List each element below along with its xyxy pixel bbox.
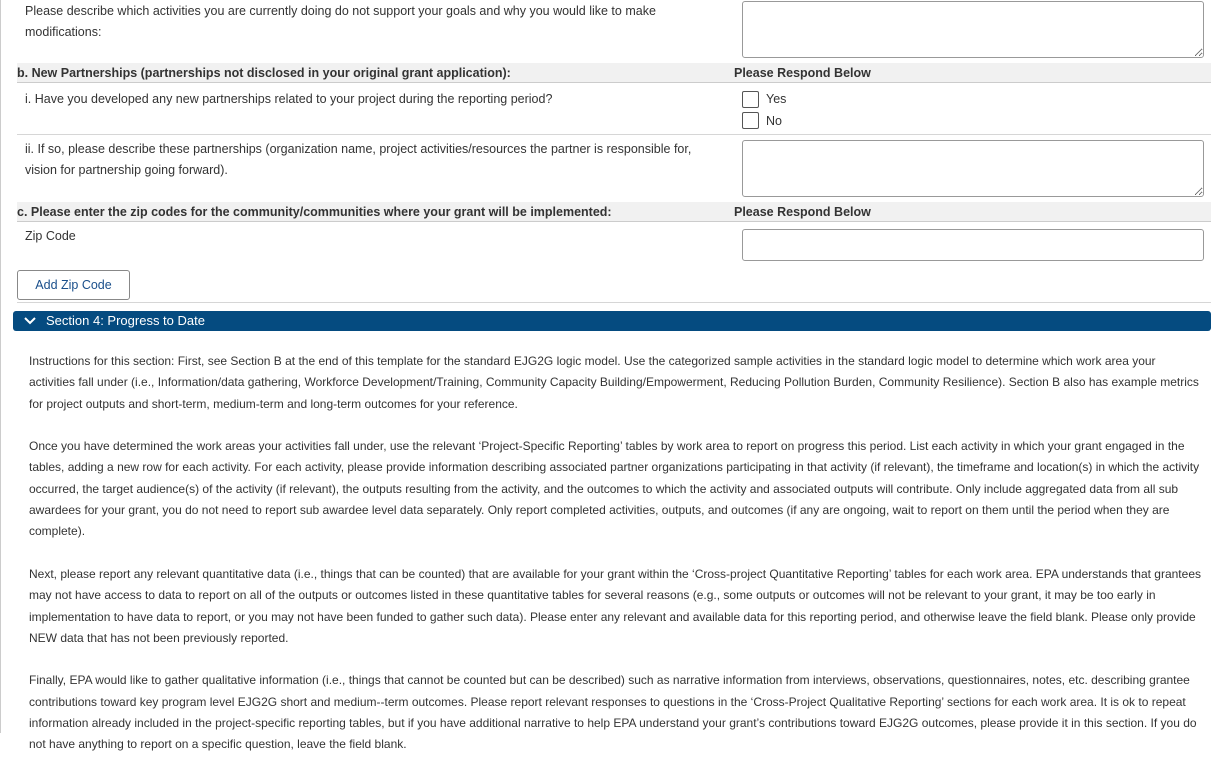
chevron-down-icon bbox=[23, 311, 37, 337]
section-4-header[interactable] bbox=[13, 311, 1211, 331]
instructions-paragraph: Once you have determined the work areas your activities fall under, use the relevant ‘Project-Specific Reporting’ tables by work area to report on progress this period. List each activity in which your grant engaged in the tables, adding a new row for each activity. For each activity, please provide information describing associated partner organizations participating in that activity (if relevant), the timeframe and location(s) in which the activity occurred, the target audience(s) of the activity (if relevant), the outputs resulting from the activity, and the outcomes to which the activity and associated outputs will contribute. Only include aggregated data from all sub awardees for your grant, you do not need to report sub awardee level data separately. Only report completed activities, outputs, and outcomes (if any are ongoing, wait to report on them until the period when they are complete). bbox=[29, 439, 1200, 539]
divider bbox=[17, 134, 1211, 135]
section-4-title: Section 4: Progress to Date bbox=[46, 313, 205, 328]
modifications-question: Please describe which activities you are currently doing do not support your goals and why you would like to make modifications: bbox=[25, 4, 656, 39]
no-label: No bbox=[766, 114, 782, 128]
zip-code-input[interactable] bbox=[742, 229, 1204, 261]
instructions-paragraph: Instructions for this section: First, see Section B at the end of this template for the standard EJG2G logic model. Use the categorized sample activities in the standard logic model to determine which work area your activities fall under (i.e., Information/data gathering, Workforce Development/Training, Community Capacity Building/Empowerment, Reducing Pollution Burden, Community Resilience). Section B also has example metrics for project outputs and short-term, medium-term and long-term outcomes for your reference. bbox=[29, 354, 1199, 411]
partnerships-textarea[interactable] bbox=[742, 140, 1204, 197]
yes-checkbox[interactable] bbox=[742, 91, 759, 108]
section-c-header bbox=[17, 202, 1211, 222]
section-4-instructions bbox=[29, 351, 1204, 777]
section-c-respond-label: Please Respond Below bbox=[734, 205, 871, 219]
section-b-header bbox=[17, 63, 1211, 83]
yes-label: Yes bbox=[766, 92, 787, 106]
add-zip-code-button[interactable]: Add Zip Code bbox=[17, 270, 130, 300]
section-b-title: b. New Partnerships (partnerships not disclosed in your original grant application): bbox=[17, 66, 511, 80]
left-border bbox=[0, 0, 1, 733]
divider bbox=[17, 302, 1211, 303]
section-b-respond-label: Please Respond Below bbox=[734, 66, 871, 80]
modifications-textarea[interactable] bbox=[742, 1, 1204, 58]
partnerships-description-question: ii. If so, please describe these partnerships (organization name, project activities/resources the partner is responsible for, vision for partnership going forward). bbox=[25, 142, 692, 177]
instructions-paragraph: Finally, EPA would like to gather qualitative information (i.e., things that cannot be counted but can be described) such as narrative information from interviews, observations, questionnaires, notes, etc. describing grantee contributions toward key program level EJG2G short and medium--term outcomes. Please report relevant responses to questions in the ‘Cross-Project Qualitative Reporting’ sections for each work area. It is ok to repeat information already included in the project-specific reporting tables, but if you have additional narrative to help EPA understand your grant’s contributions toward EJG2G outcomes, please provide it in this section. If you do not have anything to report on a specific question, leave the field blank. bbox=[29, 673, 1197, 752]
zip-code-label: Zip Code bbox=[25, 229, 76, 243]
no-checkbox[interactable] bbox=[742, 112, 759, 129]
section-c-title: c. Please enter the zip codes for the community/communities where your grant will be implemented: bbox=[17, 205, 612, 219]
new-partnerships-question: i. Have you developed any new partnerships related to your project during the reporting period? bbox=[25, 92, 553, 106]
instructions-paragraph: Next, please report any relevant quantitative data (i.e., things that can be counted) that are available for your grant within the ‘Cross-project Quantitative Reporting’ tables for each work area. EPA understands that grantees may not have access to data to report on all of the outputs or outcomes listed in these quantitative tables for several reasons (e.g., some outputs or outcomes will not be relevant to your grant, it may be too early in implementation to have data to report, or you may not have been funded to gather such data). Please enter any relevant and available data for this reporting period, and otherwise leave the field blank. Please only provide NEW data that has not been previously reported. bbox=[29, 566, 1201, 645]
